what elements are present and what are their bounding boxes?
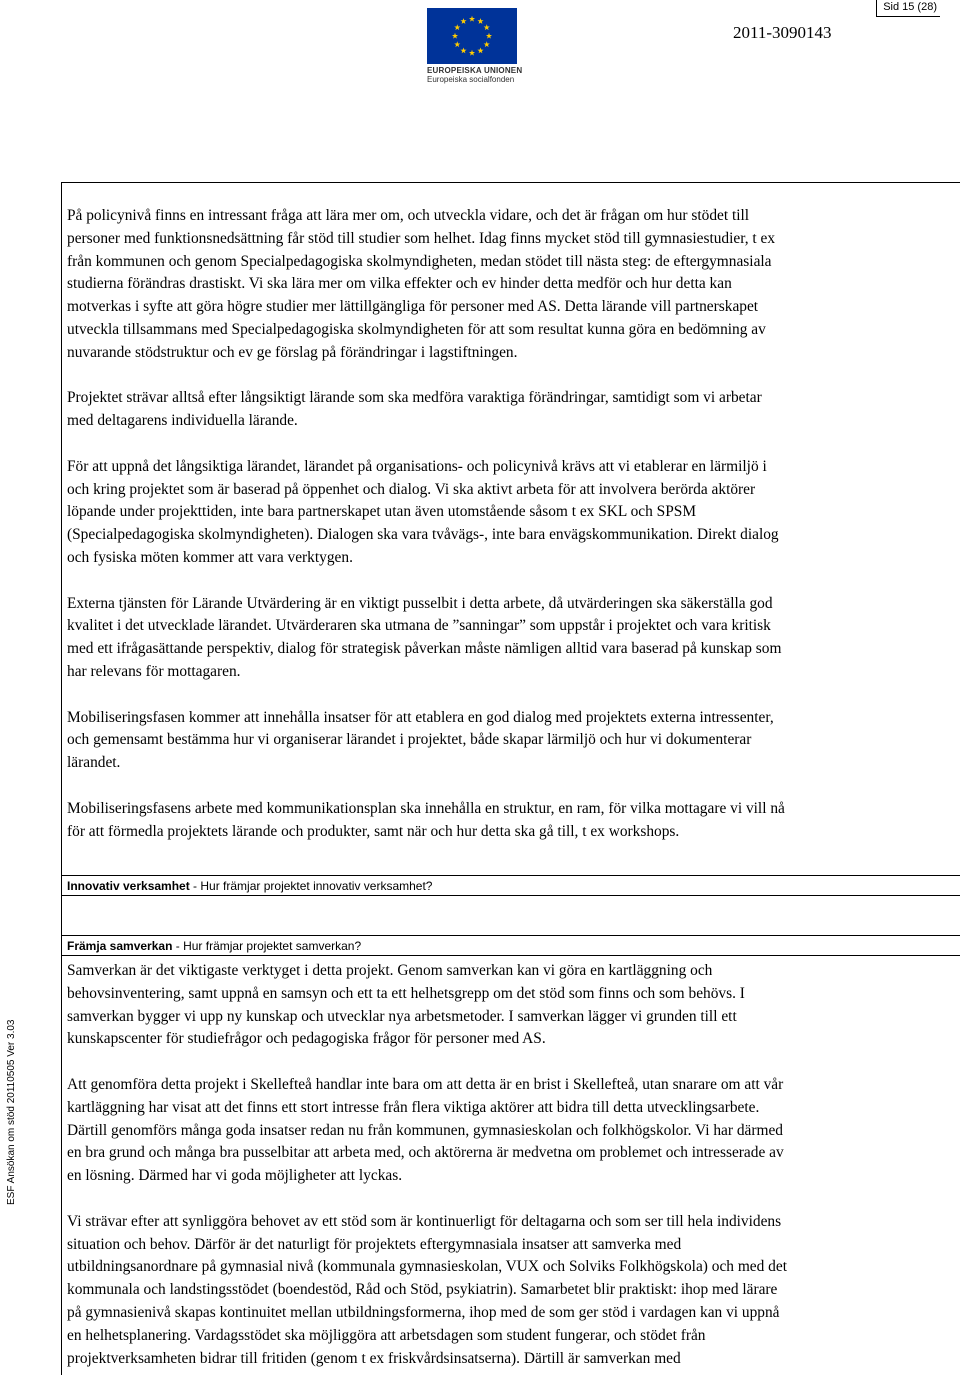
text-line: situation och behov. Därför är det naturligt för projektets eftergymnasiala insatser att samverka med <box>67 1235 682 1253</box>
cooperation-heading <box>62 936 960 956</box>
text-line: en helhetsplanering. Vardagsstödet ska möjliggöra att arbetsdagen som student fungerar, och stödet från <box>67 1326 706 1344</box>
text-line: för att förmedla projektets lärande och produkter, samt när och hur detta ska gå till, t ex workshops. <box>67 822 680 840</box>
innovation-heading-question: - Hur främjar projektet innovativ verksamhet? <box>189 879 433 893</box>
text-line: och gemensamt bestämma hur vi organiserar lärandet i projektet, både skapar lärmiljö och hur vi dokumenterar <box>67 731 752 749</box>
text-line: Att genomföra detta projekt i Skellefteå handlar inte bara om att detta är en brist i Skellefteå, utan snarare om att vår <box>67 1075 784 1093</box>
document-number: 2011-3090143 <box>733 23 832 42</box>
text-line: har relevans för mottagaren. <box>67 662 241 680</box>
cooperation-paragraph <box>67 1074 960 1188</box>
text-line: från kommunen och genom Specialpedagogiska skolmyndigheten, medan stödet till nästa steg: de eftergymnasiala <box>67 252 772 270</box>
text-line: Projektet strävar alltså efter långsiktigt lärande som ska medföra varaktiga förändringar, samtidigt som vi arbetar <box>67 389 762 407</box>
text-line: en bra grund och många bra pusselbitar att arbeta med, och aktörerna är medvetna om problemet och intresserade av <box>67 1144 784 1162</box>
text-line: projektverksamheten bidrar till fritiden (genom t ex friskvårdsinsatserna). Därtill är samverkan med <box>67 1349 681 1367</box>
section-innovation <box>61 875 960 935</box>
text-line: Externa tjänsten för Lärande Utvärdering är en viktigt pusselbit i detta arbete, då utvärderingen ska säkerställa god <box>67 594 773 612</box>
text-line: samverkan bygger vi upp ny kunskap och utvecklar nya arbetsmetoder. I samverkan lägger vi grunden till ett <box>67 1007 737 1025</box>
text-line: på gymnasienivå skapas kontinuitet mellan utbildningsformerna, ihop med de som ger stöd i vardagen kan vi uppnå <box>67 1303 780 1321</box>
text-line: personer med funktionsnedsättning får stöd till studier som helhet. Idag finns mycket stöd till gymnasiestudier, t ex <box>67 229 776 247</box>
section-cooperation-text <box>62 956 960 1370</box>
text-line: (Specialpedagogiska skolmyndigheten). Dialogen ska vara tvåvägs-, inte bara envägskommunikation. Direkt dialog <box>67 526 779 544</box>
page-number: Sid 15 (28) <box>876 0 940 17</box>
eu-logo <box>427 8 523 84</box>
text-line: med deltagarens individuella lärande. <box>67 412 298 430</box>
logo-line-1: EUROPEISKA UNIONEN <box>427 66 523 75</box>
cooperation-paragraph <box>67 1211 960 1371</box>
text-line: med ett ifrågasättande perspektiv, dialog för strategisk påverkan måste nämligen alltid vara baserad på kunskap som <box>67 640 782 658</box>
eu-flag-icon <box>427 8 517 64</box>
text-line: På policynivå finns en intressant fråga att lära mer om, och utveckla vidare, och det är frågan om hur stödet till <box>67 207 750 224</box>
cooperation-paragraph <box>67 960 960 1051</box>
text-line: utveckla tillsammans med Specialpedagogiska skolmyndigheten för att som resultat kunna göra en bedömning av <box>67 320 766 338</box>
text-line: lärandet. <box>67 754 121 772</box>
section-learning <box>61 182 960 875</box>
learning-paragraph <box>67 456 960 570</box>
text-line: För att uppnå det långsiktiga lärandet, lärandet på organisations- och policynivå krävs att vi etablerar en lärmiljö i <box>67 457 767 475</box>
text-line: utbildningsanordnare på gymnasial nivå (kommunala gymnasieskolan, VUX och Solviks Folkhögskola) och med det <box>67 1258 787 1276</box>
text-line: Därtill genomförs många goda insatser redan nu från kommunen, gymnasieskolan och folkhögskolor. Vi har därmed <box>67 1121 783 1139</box>
text-line: kvalitet i det utvecklade lärandet. Utvärderaren ska utmana de ”sanningar” som uppstår i projektet och vara kritisk <box>67 617 771 635</box>
cooperation-heading-question: - Hur främjar projektet samverkan? <box>172 939 362 953</box>
innovation-heading <box>62 876 960 896</box>
learning-paragraph <box>67 205 960 365</box>
text-line: Vi strävar efter att synliggöra behovet av ett stöd som är kontinuerligt för deltagarna och som ser till hela individens <box>67 1212 782 1230</box>
text-line: och kring projektet som är baserad på öppenhet och dialog. Vi ska aktivt arbeta för att involvera berörda aktörer <box>67 480 756 498</box>
cooperation-heading-bold: Främja samverkan <box>67 939 173 953</box>
logo-line-2: Europeiska socialfonden <box>427 75 515 84</box>
text-line: löpande under projekttiden, inte bara partnerskapet utan även utomstående såsom t ex SKL och SPSM <box>67 503 697 521</box>
text-line: kartläggning har visat att det finns ett stort intresse från flera viktiga aktörer att bidra till detta utvecklingsarbete. <box>67 1098 760 1116</box>
text-line: nuvarande stödstruktur och ev ge förslag på förändringar i lagstiftningen. <box>67 343 518 361</box>
learning-paragraph <box>67 387 960 433</box>
text-line: kommunala och landstingsstödet (boendestöd, Råd och Stöd, psykiatrin). Samarbetet blir praktiskt: ihop med lärare <box>67 1281 778 1299</box>
innovation-heading-bold: Innovativ verksamhet <box>67 879 190 893</box>
learning-paragraph <box>67 707 960 775</box>
text-line: motverkas i syfte att göra högre studier mer lättillgängliga för personer med AS. Detta lärande vill partnerskapet <box>67 298 759 316</box>
text-line: en lösning. Därmed har vi goda möjligheter att lyckas. <box>67 1167 403 1185</box>
text-line: behovsinventering, samt uppnå en samsyn och ett ta ett helhetsgrepp om det stöd som finns och som behövs. I <box>67 984 745 1002</box>
text-line: Mobiliseringsfasens arbete med kommunikationsplan ska innehålla en struktur, en ram, för vilka mottagare vi vill nå <box>67 799 785 817</box>
text-line: studierna förändras drastiskt. Vi ska lära mer om vilka effekter och ev hinder detta medför och hur detta kan <box>67 275 732 293</box>
text-line: och fysiska möten kommer att vara verktygen. <box>67 548 353 566</box>
text-line: Samverkan är det viktigaste verktyget i detta projekt. Genom samverkan kan vi göra en kartläggning och <box>67 962 713 979</box>
side-form-label: ESF Ansökan om stöd 20110505 Ver 3.03 <box>6 1019 17 1205</box>
text-line: Mobiliseringsfasen kommer att innehålla insatser för att etablera en god dialog med projektets externa intressenter, <box>67 708 774 726</box>
learning-paragraph <box>67 798 960 844</box>
learning-paragraph <box>67 593 960 684</box>
section-cooperation <box>61 935 960 1375</box>
section-learning-text <box>62 183 960 843</box>
text-line: kunskapscenter för studiefrågor och pedagogiska frågor för personer med AS. <box>67 1030 546 1048</box>
